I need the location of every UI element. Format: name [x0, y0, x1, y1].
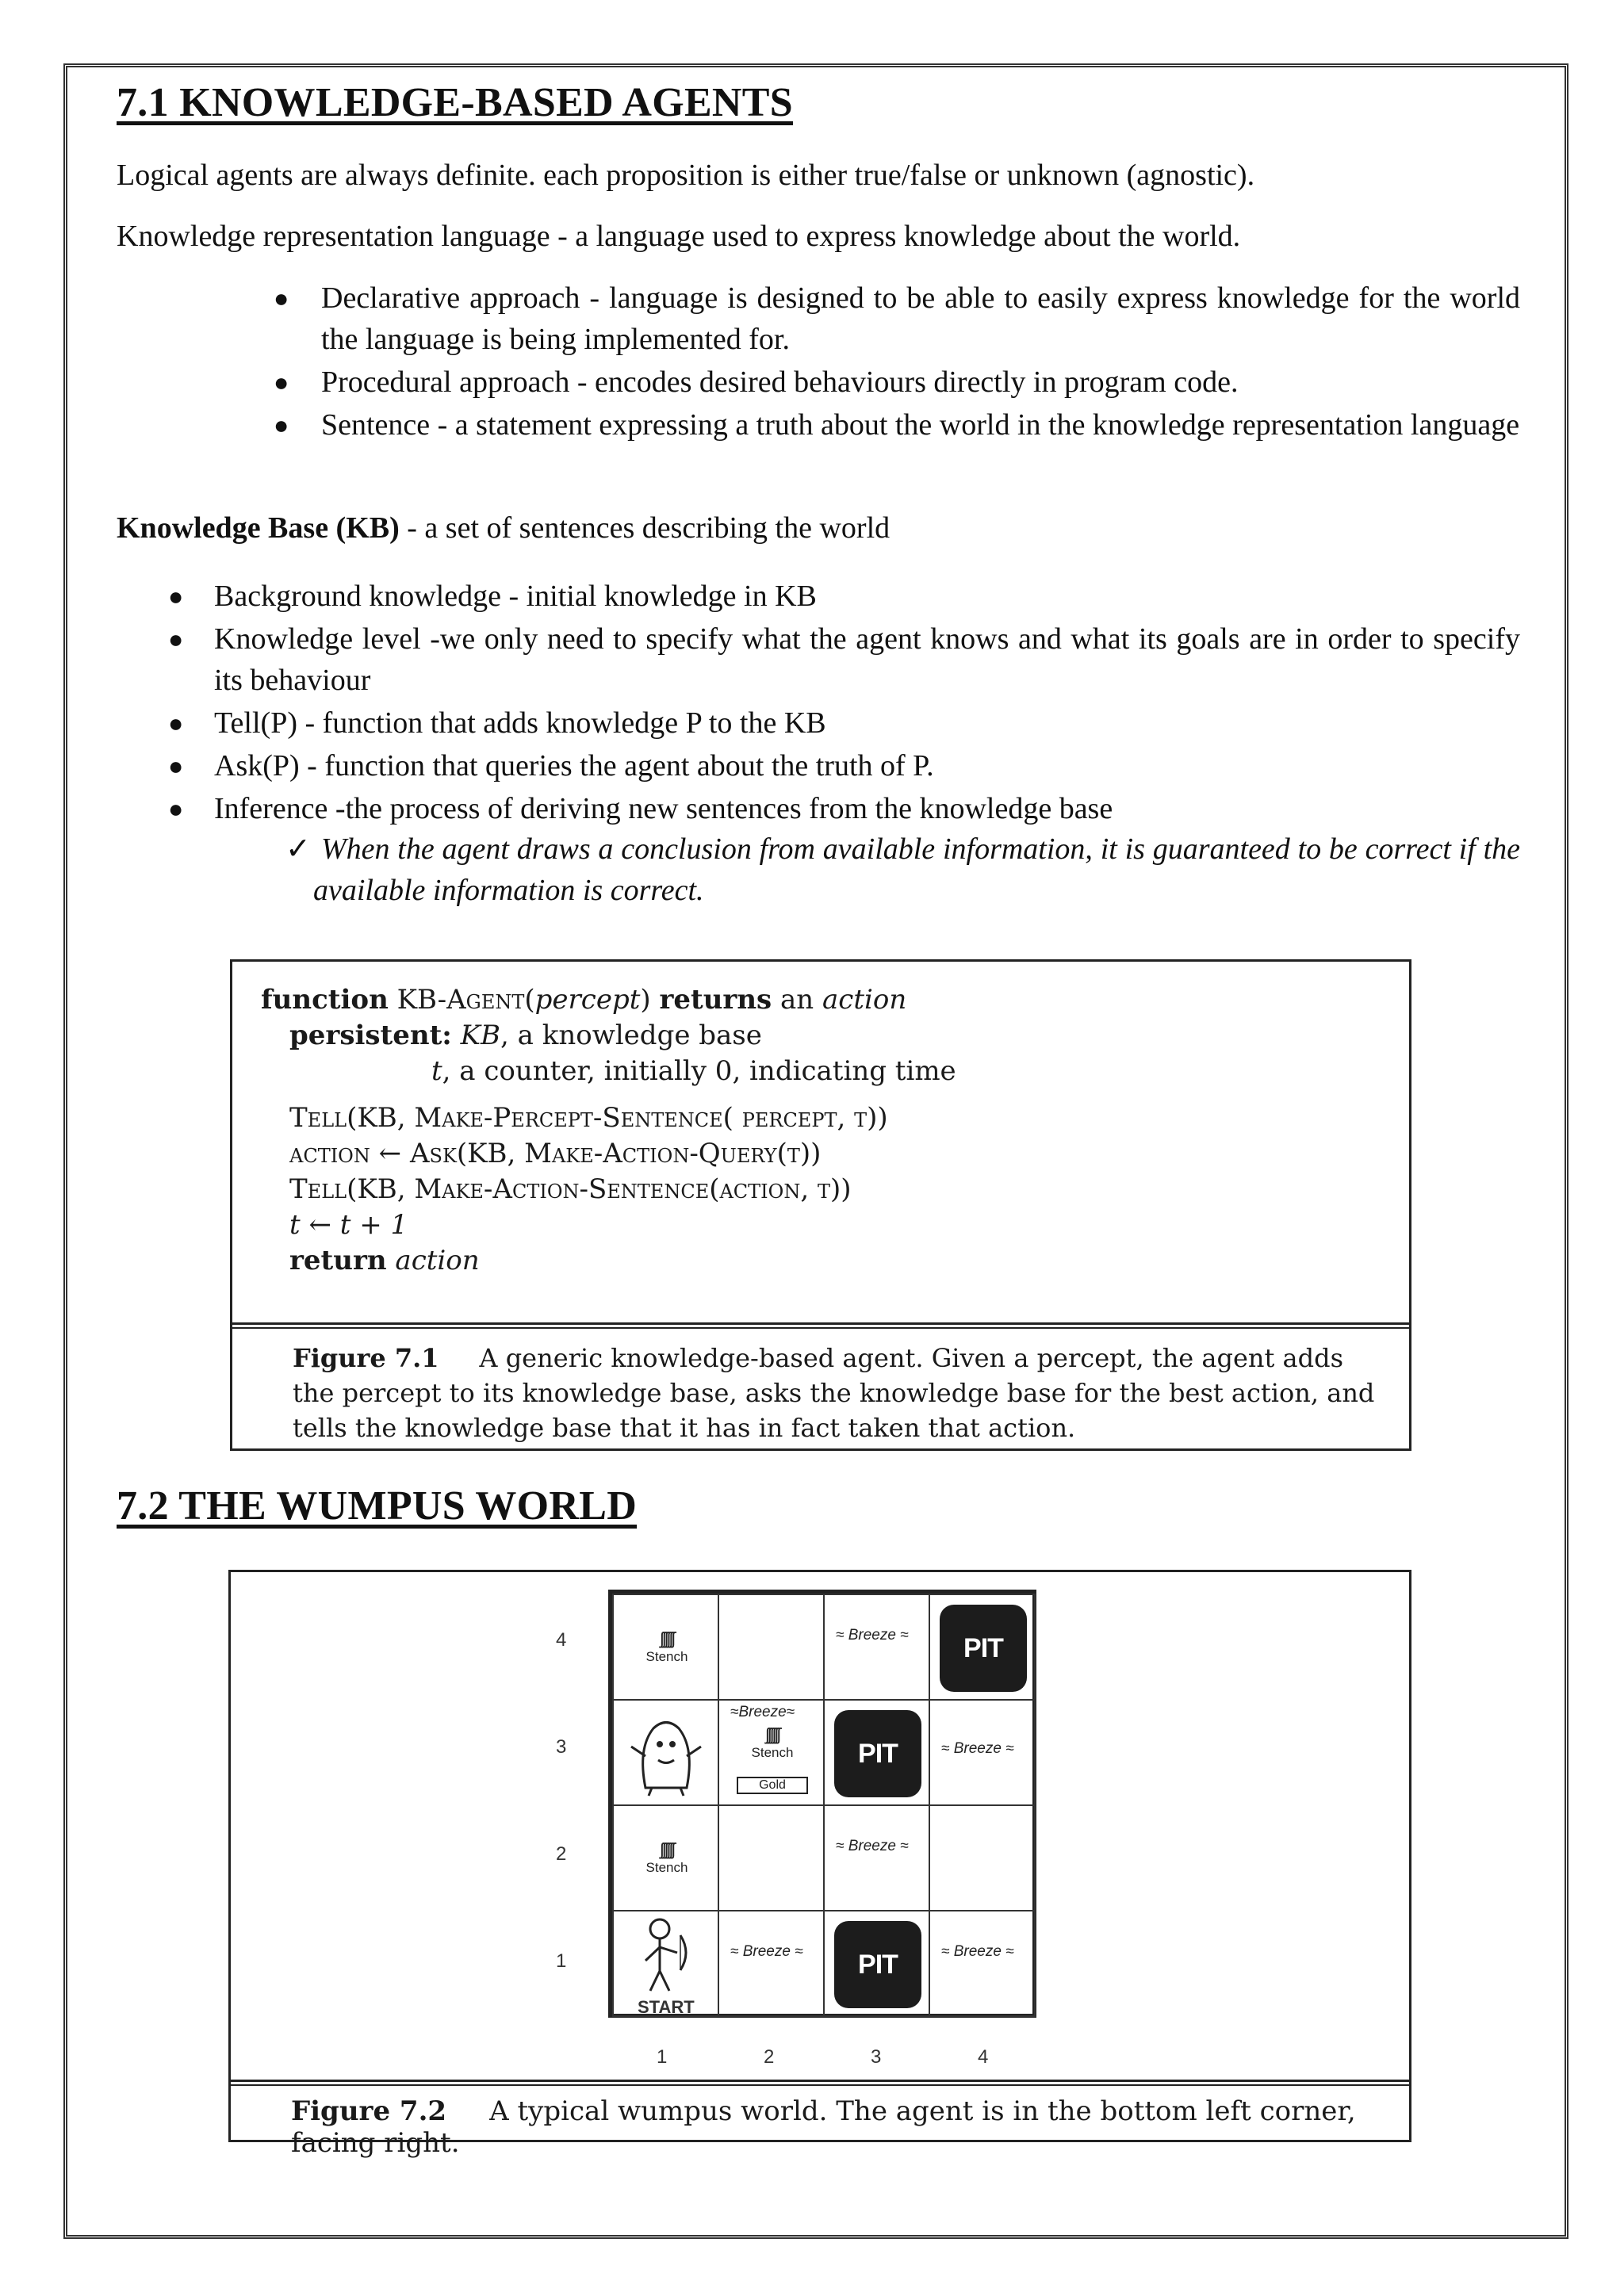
cell-1-4	[612, 1594, 719, 1701]
col-label: 2	[764, 2046, 775, 2068]
code-line-8: return action	[289, 1245, 480, 1276]
inference-note: ✓ When the agent draws a conclusion from available information, it is guaranteed to be correct if the available information is correct.	[313, 828, 1520, 911]
list-item: ● Sentence - a statement expressing a truth about the world in the knowledge representation language	[321, 404, 1520, 446]
col-label: 4	[978, 2046, 989, 2068]
cell-1-1	[612, 1910, 719, 2017]
list-item: ● Declarative approach - language is designed to be able to easily express knowledge for the world the language is being implemented for.	[321, 277, 1520, 360]
code-line-7: t ← t + 1	[289, 1209, 408, 1241]
code-line-6: Tell(KB, Make-Action-Sentence(action, t))	[289, 1173, 852, 1205]
cell-3-2	[823, 1804, 930, 1911]
agent-icon	[614, 1911, 718, 1999]
bullet-icon: ●	[168, 582, 184, 610]
breeze-marker: ≈ Breeze ≈	[836, 1838, 909, 1854]
kb-definition: Knowledge Base (KB) - a set of sentences describing the world	[117, 511, 891, 545]
col-label: 3	[871, 2046, 882, 2068]
row-label: 2	[556, 1843, 567, 1865]
krl-definition: Knowledge representation language - a language used to express knowledge about the world.	[117, 220, 1241, 253]
cell-3-3	[823, 1699, 930, 1806]
list-item: ● Tell(P) - function that adds knowledge P to the KB	[214, 702, 1520, 744]
list-item: ● Procedural approach - encodes desired behaviours directly in program code.	[321, 362, 1520, 403]
cell-2-2	[718, 1804, 825, 1911]
col-label: 1	[657, 2046, 668, 2068]
row-label: 3	[556, 1736, 567, 1758]
bullet-icon: ●	[168, 752, 184, 780]
stench-marker: ʃʃʃʃʃʃ Stench	[751, 1724, 794, 1760]
cell-1-3	[612, 1699, 719, 1806]
caption-divider	[231, 2080, 1409, 2086]
caption-divider	[232, 1322, 1409, 1329]
kb-term: Knowledge Base (KB)	[117, 511, 400, 545]
code-line-3: t, a counter, initially 0, indicating time	[431, 1055, 956, 1087]
pit-tile: PIT	[834, 1921, 921, 2008]
kb-items-list	[168, 576, 1520, 831]
breeze-marker: ≈ Breeze ≈	[941, 1943, 1014, 1960]
cell-2-3	[718, 1699, 825, 1806]
figure-caption: Figure 7.2 A typical wumpus world. The agent is in the bottom left corner, facing right.	[291, 2095, 1356, 2159]
cell-4-2	[929, 1804, 1036, 1911]
cell-3-1	[823, 1910, 930, 2017]
figure-caption: Figure 7.1 A generic knowledge-based agent. Given a percept, the agent adds the percept to its knowledge base, asks the knowledge base for the best action, and tells the knowledge base that it has in fact taken that action.	[293, 1343, 1375, 1443]
list-item: ● Background knowledge - initial knowledge in KB	[214, 576, 1520, 617]
breeze-marker: ≈ Breeze ≈	[730, 1943, 803, 1960]
pit-tile: PIT	[940, 1605, 1027, 1692]
stench-marker: ʃʃʃʃʃʃ Stench	[645, 1628, 688, 1664]
cell-2-1	[718, 1910, 825, 2017]
pseudocode-block	[261, 982, 956, 1279]
checkmark-icon: ✓	[285, 832, 311, 866]
code-line-5: action ← Ask(KB, Make-Action-Query(t))	[289, 1138, 822, 1169]
wumpus-grid	[608, 1590, 1036, 2018]
breeze-marker: ≈Breeze≈	[730, 1704, 795, 1720]
breeze-marker: ≈ Breeze ≈	[836, 1627, 909, 1644]
cell-4-4	[929, 1594, 1036, 1701]
list-item: ● Knowledge level -we only need to specify what the agent knows and what its goals are in order to specify its behaviour	[214, 618, 1520, 701]
cell-4-1	[929, 1910, 1036, 2017]
bullet-icon: ●	[274, 284, 289, 312]
breeze-marker: ≈ Breeze ≈	[941, 1740, 1014, 1757]
bullet-icon: ●	[168, 709, 184, 737]
list-item: ● Ask(P) - function that queries the agent about the truth of P.	[214, 745, 1520, 786]
intro-paragraph: Logical agents are always definite. each proposition is either true/false or unknown (agnostic).	[117, 159, 1255, 192]
gold-marker: Gold	[737, 1777, 808, 1794]
bullet-icon: ●	[274, 368, 289, 396]
start-label: START	[638, 1997, 695, 2017]
row-label: 4	[556, 1629, 567, 1651]
cell-1-2	[612, 1804, 719, 1911]
bullet-icon: ●	[168, 625, 184, 653]
row-label: 1	[556, 1950, 567, 1972]
cell-2-4	[718, 1594, 825, 1701]
section-heading-7-2: 7.2 THE WUMPUS WORLD	[117, 1483, 638, 1529]
code-line-2: persistent: KB, a knowledge base	[289, 1020, 762, 1051]
stench-marker: ʃʃʃʃʃʃ Stench	[645, 1839, 688, 1875]
bullet-icon: ●	[168, 794, 184, 823]
figure-7-2	[228, 1570, 1411, 2159]
bullet-icon: ●	[274, 411, 289, 439]
list-item: ● Inference -the process of deriving new sentences from the knowledge base	[214, 788, 1520, 829]
cell-4-3	[929, 1699, 1036, 1806]
code-line-4: Tell(KB, Make-Percept-Sentence( percept, t))	[289, 1102, 888, 1134]
figure-7-1	[230, 959, 1411, 1451]
cell-3-4	[823, 1594, 930, 1701]
approaches-list	[274, 277, 1520, 447]
code-line-1: function KB-Agent(percept) returns an action	[261, 984, 907, 1016]
wumpus-icon	[614, 1701, 718, 1804]
section-heading-7-1: 7.1 KNOWLEDGE-BASED AGENTS	[117, 80, 793, 125]
pit-tile: PIT	[834, 1710, 921, 1797]
